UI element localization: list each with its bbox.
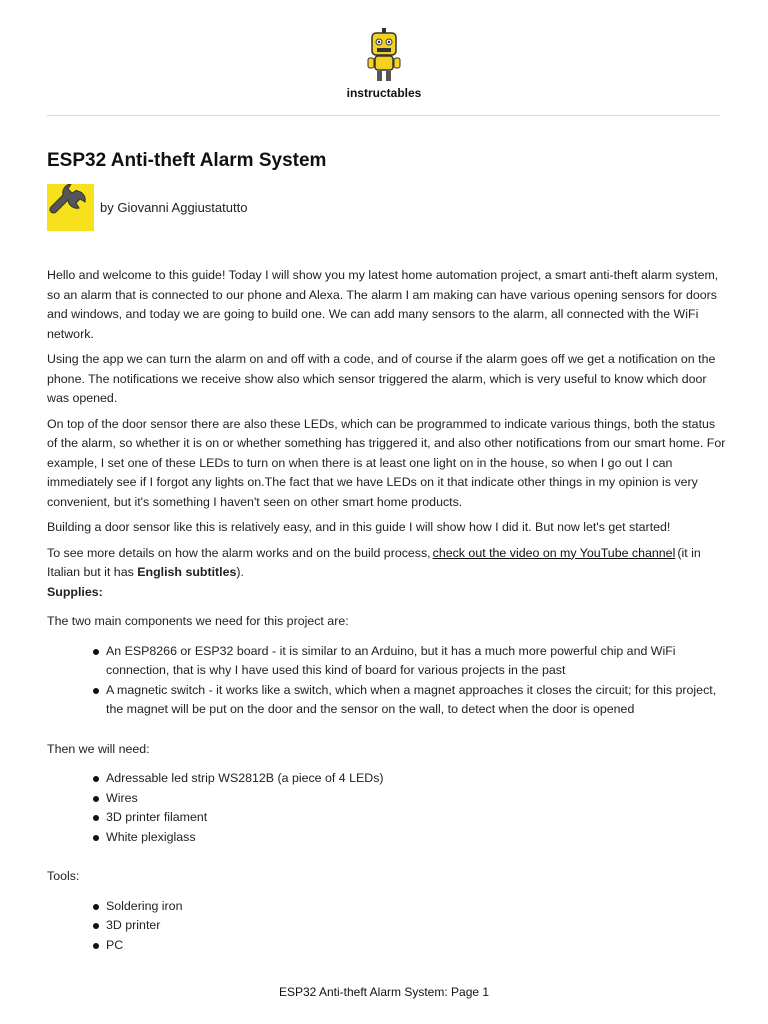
materials-list [47, 769, 727, 847]
instructables-robot-logo[interactable] [366, 28, 402, 84]
list-item: Wires [106, 789, 727, 809]
wrench-icon [47, 184, 94, 231]
build-paragraph: Building a door sensor like this is relatively easy, and in this guide I will show how I did it. But now let's get started! [47, 520, 671, 534]
header-divider [47, 115, 720, 116]
tools-intro: Tools: [47, 869, 80, 883]
list-item: Soldering iron [106, 897, 727, 917]
intro-paragraph: Hello and welcome to this guide! Today I will show you my latest home automation project, a smart anti-theft alarm system, so an alarm that is connected to our phone and Alexa. The alarm I am making can have various opening sensors for doors and windows, and today we are going to build one. We can add many sensors to the alarm, all connected with the WiFi network. [47, 268, 719, 341]
list-item: 3D printer [106, 916, 727, 936]
components-list [47, 642, 727, 720]
page-footer: ESP32 Anti-theft Alarm System: Page 1 [278, 985, 490, 999]
list-item: White plexiglass [106, 828, 727, 848]
video-middle: (it in Italian but it has [47, 545, 701, 579]
article-body [47, 266, 727, 955]
leds-paragraph: On top of the door sensor there are also these LEDs, which can be programmed to indicate various things, both the status of the alarm, so whether it is on or whether something has triggered it, and also other notifications from our smart home. For example, I set one of these LEDs to turn on when there is at least one light on in the house, so when I go out I can immediately see if I forgot any lights on.The fact that we have LEDs on it that indicate other things in my opinion is very convenient, but it's something I haven't seen on other smart home products. [47, 416, 726, 509]
english-subtitles-bold: English subtitles [137, 565, 237, 579]
list-item: PC [106, 936, 727, 956]
video-prefix: To see more details on how the alarm works and on the build process, [47, 545, 431, 560]
article-title: ESP32 Anti-theft Alarm System [47, 150, 327, 171]
supplies-heading: Supplies: [47, 584, 103, 599]
list-item: Adressable led strip WS2812B (a piece of 4 LEDs) [106, 769, 727, 789]
list-item: A magnetic switch - it works like a switch, which when a magnet approaches it closes the circuit; for this project, the magnet will be put on the door and the sensor on the wall, to detect when the door is opened [106, 681, 727, 720]
app-paragraph: Using the app we can turn the alarm on and off with a code, and of course if the alarm goes off we get a notification on the phone. The notifications we receive show also which sensor triggered the alarm, which is very useful to know which door was opened. [47, 352, 716, 405]
video-paragraph [47, 544, 727, 583]
site-header [0, 28, 768, 100]
then-intro: Then we will need: [47, 741, 150, 756]
youtube-channel-link[interactable]: check out the video on my YouTube channel [432, 545, 676, 560]
list-item: An ESP8266 or ESP32 board - it is similar to an Arduino, but it has a much more powerful chip and WiFi connection, that is why I have used this kind of board for various projects in the past [106, 642, 727, 681]
author-byline[interactable]: by Giovanni Aggiustatutto [100, 200, 248, 215]
tools-list [47, 897, 727, 956]
video-suffix: ). [236, 565, 244, 579]
author-avatar[interactable] [47, 184, 94, 231]
site-name[interactable]: instructables [346, 86, 422, 100]
list-item: 3D printer filament [106, 808, 727, 828]
components-intro: The two main components we need for this project are: [47, 614, 349, 628]
